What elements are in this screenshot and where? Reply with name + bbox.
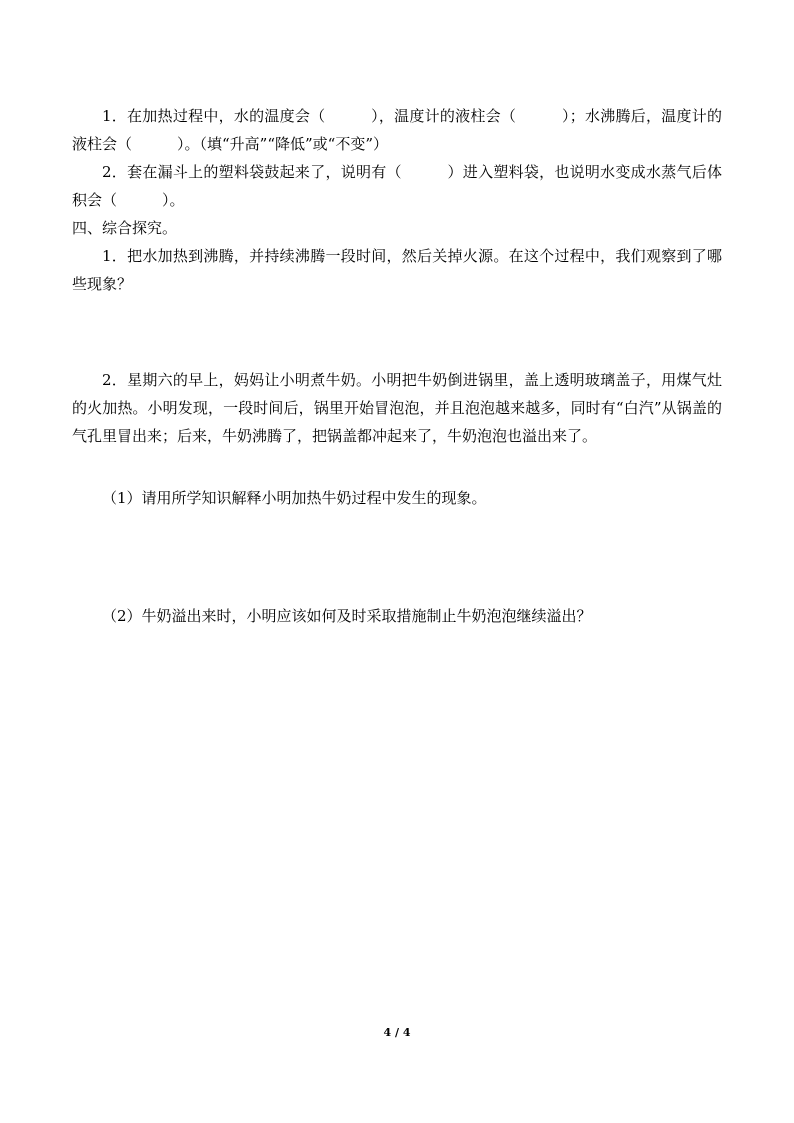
question-2: 2．套在漏斗上的塑料袋鼓起来了，说明有（ ）进入塑料袋，也说明水变成水蒸气后体积会（ ）。 (72, 163, 722, 209)
sub-question-1: （1）请用所学知识解释小明加热牛奶过程中发生的现象。 (102, 489, 487, 507)
section-heading: 四、综合探究。 (72, 219, 178, 237)
question-4-2: 2．星期六的早上，妈妈让小明煮牛奶。小明把牛奶倒进锅里，盖上透明玻璃盖子，用煤气灶的火加热。小明发现，一段时间后，锅里开始冒泡泡，并且泡泡越来越多，同时有“白汽”从锅盖的气孔里冒出来；后来，牛奶沸腾了，把锅盖都冲起来了，牛奶泡泡也溢出来了。 (72, 371, 722, 445)
sub-question-2: （2）牛奶溢出来时，小明应该如何及时采取措施制止牛奶泡泡继续溢出？ (102, 607, 592, 625)
page-number: 4 / 4 (383, 1026, 411, 1039)
question-4-1: 1．把水加热到沸腾，并持续沸腾一段时间，然后关掉火源。在这个过程中，我们观察到了哪些现象？ (72, 247, 722, 293)
question-1: 1．在加热过程中，水的温度会（ ），温度计的液柱会（ ）；水沸腾后，温度计的液柱会（ ）。（填“升高”“降低”或“不变”） (72, 107, 722, 153)
